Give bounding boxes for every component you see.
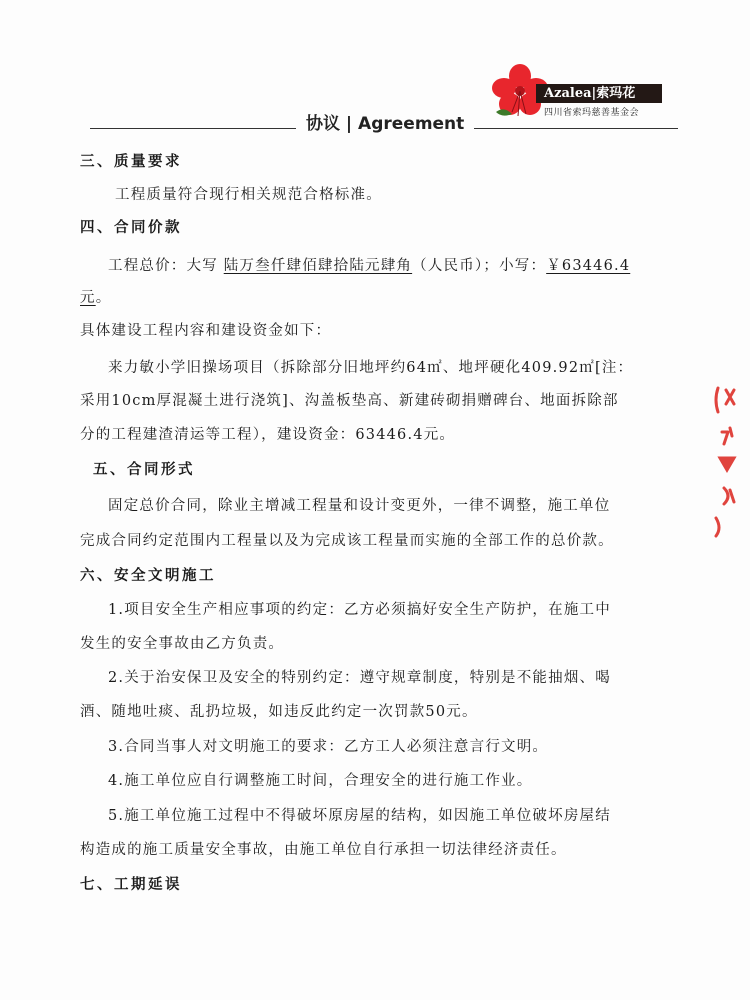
paragraph-price-line2 bbox=[80, 288, 111, 308]
price-lower: ￥63446.4 bbox=[546, 258, 631, 274]
logo-text: Azalea|索玛花 bbox=[536, 84, 662, 103]
paragraph-contract-form-line1: 固定总价合同，除业主增减工程量和设计变更外，一律不调整，施工单位 bbox=[108, 498, 611, 514]
azalea-logo bbox=[490, 62, 680, 120]
section-heading-price: 四、合同价款 bbox=[80, 219, 182, 236]
price-yuan: 元 bbox=[80, 290, 96, 306]
safety-item-2-line1: 2.关于治安保卫及安全的特别约定：遵守规章制度，特别是不能抽烟、喝 bbox=[108, 670, 611, 686]
safety-item-1-line2: 发生的安全事故由乙方负责。 bbox=[80, 636, 285, 652]
price-prefix: 工程总价：大写 bbox=[108, 258, 224, 274]
price-end: 。 bbox=[95, 290, 112, 306]
safety-item-4: 4.施工单位应自行调整施工时间，合理安全的进行施工作业。 bbox=[108, 773, 533, 789]
section-heading-safety: 六、安全文明施工 bbox=[80, 567, 216, 584]
section-heading-contract-form: 五、合同形式 bbox=[93, 461, 195, 478]
safety-item-1-line1: 1.项目安全生产相应事项的约定：乙方必须搞好安全生产防护，在施工中 bbox=[108, 602, 611, 618]
safety-item-5-line2: 构造成的施工质量安全事故，由施工单位自行承担一切法律经济责任。 bbox=[80, 842, 567, 858]
paragraph-price-line1 bbox=[108, 256, 630, 276]
paragraph-detail-line1: 来力敏小学旧操场项目（拆除部分旧地坪约64㎡、地坪硬化409.92㎡[注： bbox=[108, 360, 634, 376]
safety-item-2-line2: 酒、随地吐痰、乱扔垃圾，如违反此约定一次罚款50元。 bbox=[80, 704, 478, 720]
seal-stamp-icon bbox=[708, 370, 750, 540]
paragraph-detail-line3: 分的工程建渣清运等工程），建设资金：63446.4元。 bbox=[80, 427, 456, 443]
paragraph-quality: 工程质量符合现行相关规范合格标准。 bbox=[115, 187, 382, 203]
section-heading-quality: 三、质量要求 bbox=[80, 153, 182, 170]
paragraph-detail-intro: 具体建设工程内容和建设资金如下： bbox=[80, 323, 332, 339]
safety-item-5-line1: 5.施工单位施工过程中不得破坏原房屋的结构，如因施工单位破坏房屋结 bbox=[108, 808, 611, 824]
safety-item-3: 3.合同当事人对文明施工的要求：乙方工人必须注意言行文明。 bbox=[108, 739, 549, 755]
paragraph-detail-line2: 采用10cm厚混凝土进行浇筑]、沟盖板垫高、新建砖砌捐赠碑台、地面拆除部 bbox=[80, 393, 619, 409]
paragraph-contract-form-line2: 完成合同约定范围内工程量以及为完成该工程量而实施的全部工作的总价款。 bbox=[80, 533, 614, 549]
logo-subtitle: 四川省索玛慈善基金会 bbox=[544, 108, 640, 118]
price-mid: （人民币）；小写： bbox=[412, 258, 547, 274]
section-heading-delay: 七、工期延误 bbox=[80, 876, 182, 893]
header-title: 协议 | Agreement bbox=[296, 110, 474, 138]
price-upper: 陆万叁仟肆佰肆拾陆元肆角 bbox=[223, 258, 413, 274]
